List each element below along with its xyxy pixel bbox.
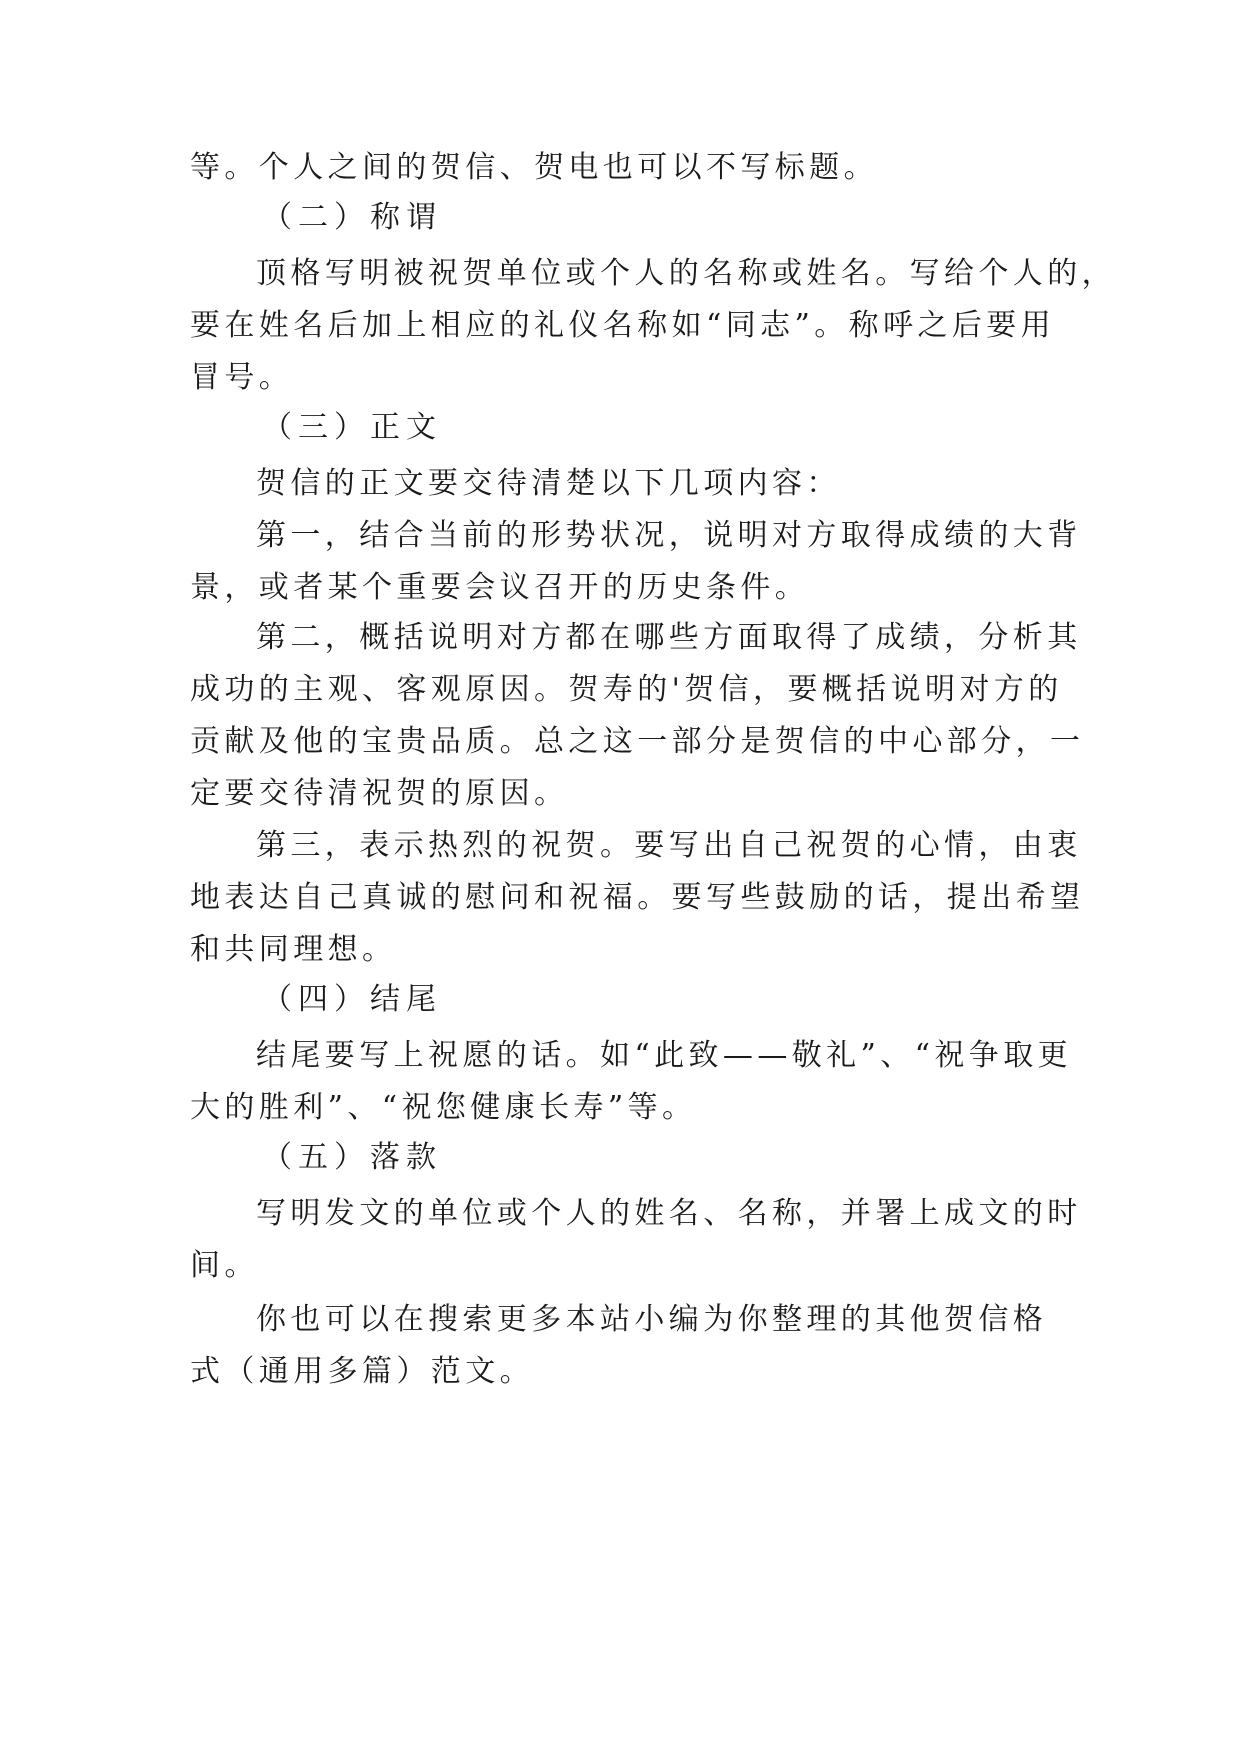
section-heading-appellation: （二）称谓 — [262, 200, 442, 235]
body-line: 第二，概括说明对方都在哪些方面取得了成绩，分析其 — [256, 620, 1082, 655]
body-line: 写明发文的单位或个人的姓名、名称，并署上成文的时 — [256, 1196, 1082, 1231]
section-heading-signature: （五）落款 — [262, 1140, 442, 1175]
body-line: 和共同理想。 — [190, 932, 397, 967]
body-line: 间。 — [190, 1248, 259, 1283]
body-line: 景，或者某个重要会议召开的历史条件。 — [190, 570, 810, 605]
body-line: 冒号。 — [190, 360, 294, 395]
body-line: 大的胜利”、“祝您健康长寿”等。 — [190, 1090, 697, 1125]
body-line: 地表达自己真诚的慰问和祝福。要写些鼓励的话，提出希望 — [190, 880, 1085, 915]
body-line: 贺信的正文要交待清楚以下几项内容： — [256, 466, 841, 501]
body-line: 第一，结合当前的形势状况，说明对方取得成绩的大背 — [256, 518, 1082, 553]
section-heading-closing: （四）结尾 — [262, 982, 442, 1017]
body-line: 顶格写明被祝贺单位或个人的名称或姓名。写给个人的， — [256, 256, 1116, 291]
body-line: 等。个人之间的贺信、贺电也可以不写标题。 — [190, 150, 878, 185]
body-line: 你也可以在搜索更多本站小编为你整理的其他贺信格 — [256, 1302, 1048, 1337]
section-heading-body: （三）正文 — [262, 410, 442, 445]
body-line: 第三，表示热烈的祝贺。要写出自己祝贺的心情，由衷 — [256, 828, 1082, 863]
body-line: 式（通用多篇）范文。 — [190, 1354, 534, 1389]
body-line: 要在姓名后加上相应的礼仪名称如“同志”。称呼之后要用 — [190, 308, 1056, 343]
body-line: 贡献及他的宝贵品质。总之这一部分是贺信的中心部分，一 — [190, 724, 1085, 759]
body-line: 成功的主观、客观原因。贺寿的'贺信，要概括说明对方的 — [190, 672, 1063, 707]
body-line: 定要交待清祝贺的原因。 — [190, 776, 569, 811]
body-line: 结尾要写上祝愿的话。如“此致——敬礼”、“祝争取更 — [256, 1038, 1073, 1073]
